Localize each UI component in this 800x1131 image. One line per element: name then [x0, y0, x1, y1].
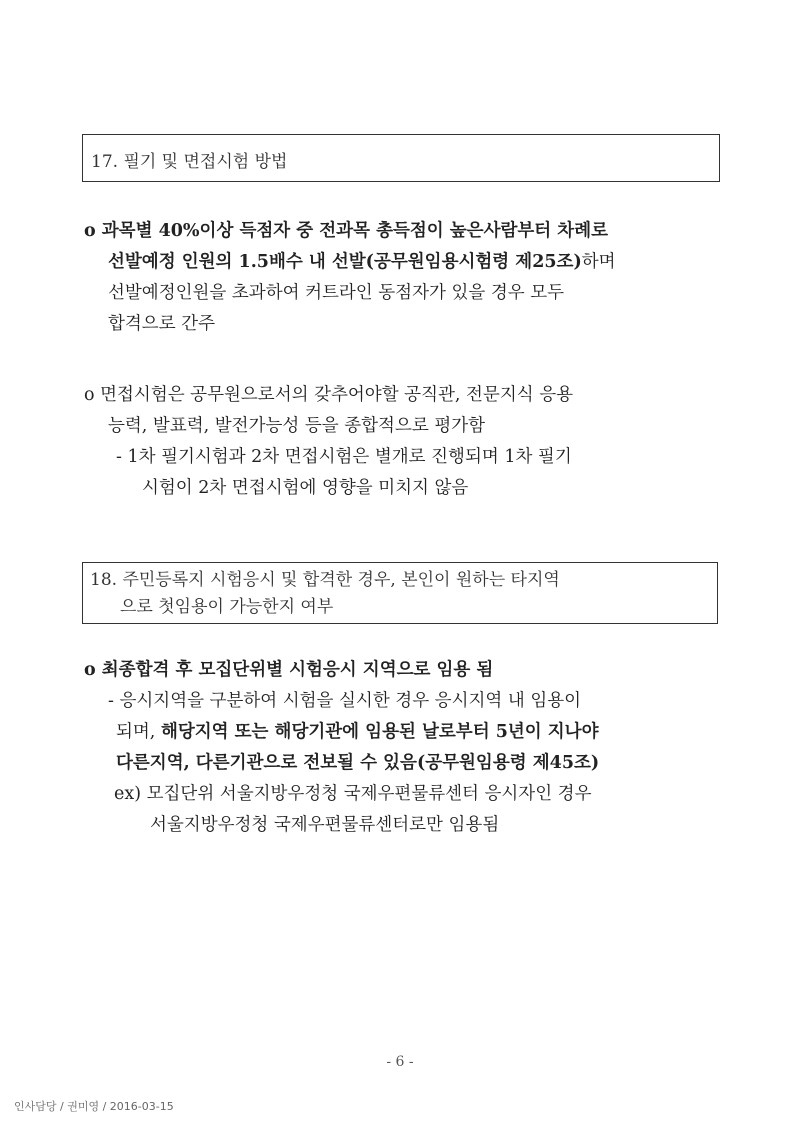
para3-example-line2: 서울지방우정청 국제우편물류센터로만 임용됨 [150, 815, 500, 835]
para2-line1: o 면접시험은 공무원으로서의 갖추어야할 공직관, 전문지식 응용 [84, 385, 574, 405]
section-18-title-line1: 18. 주민등록지 시험응시 및 합격한 경우, 본인이 원하는 타지역 [90, 570, 560, 590]
section-17-title: 17. 필기 및 면접시험 방법 [91, 152, 288, 172]
para3-line3: 되며, 해당지역 또는 해당기관에 임용된 날로부터 5년이 지나야 [116, 722, 599, 742]
section-18-title-line2: 으로 첫임용이 가능한지 여부 [120, 597, 334, 617]
para1-line2: 선발예정 인원의 1.5배수 내 선발(공무원임용시험령 제25조)하며 [108, 252, 616, 272]
footer-stamp: 인사담당 / 권미영 / 2016-03-15 [14, 1100, 174, 1113]
para3-line2: - 응시지역을 구분하여 시험을 실시한 경우 응시지역 내 임용이 [108, 691, 582, 711]
para1-line3: 선발예정인원을 초과하여 커트라인 동점자가 있을 경우 모두 [108, 283, 564, 303]
para1-line1: o 과목별 40%이상 득점자 중 전과목 총득점이 높은사람부터 차례로 [84, 221, 609, 241]
section-18-title-box [82, 562, 718, 624]
para3-line4: 다른지역, 다른기관으로 전보될 수 있음(공무원임용령 제45조) [116, 753, 600, 773]
para3-example-line1: ex) 모집단위 서울지방우정청 국제우편물류센터 응시자인 경우 [114, 784, 592, 804]
section-17-title-box [82, 134, 720, 182]
section-17-paragraph-1 [84, 216, 616, 340]
para2-line4: 시험이 2차 면접시험에 영향을 미치지 않음 [142, 478, 469, 498]
section-18-paragraph [84, 655, 599, 841]
para1-line4: 합격으로 간주 [108, 314, 215, 334]
para2-line2: 능력, 발표력, 발전가능성 등을 종합적으로 평가함 [108, 416, 486, 436]
section-17-paragraph-2 [84, 380, 573, 504]
para3-line1: o 최종합격 후 모집단위별 시험응시 지역으로 임용 됨 [84, 660, 494, 680]
page-number: - 6 - [386, 1054, 414, 1070]
para2-line3: - 1차 필기시험과 2차 면접시험은 별개로 진행되며 1차 필기 [116, 447, 572, 467]
